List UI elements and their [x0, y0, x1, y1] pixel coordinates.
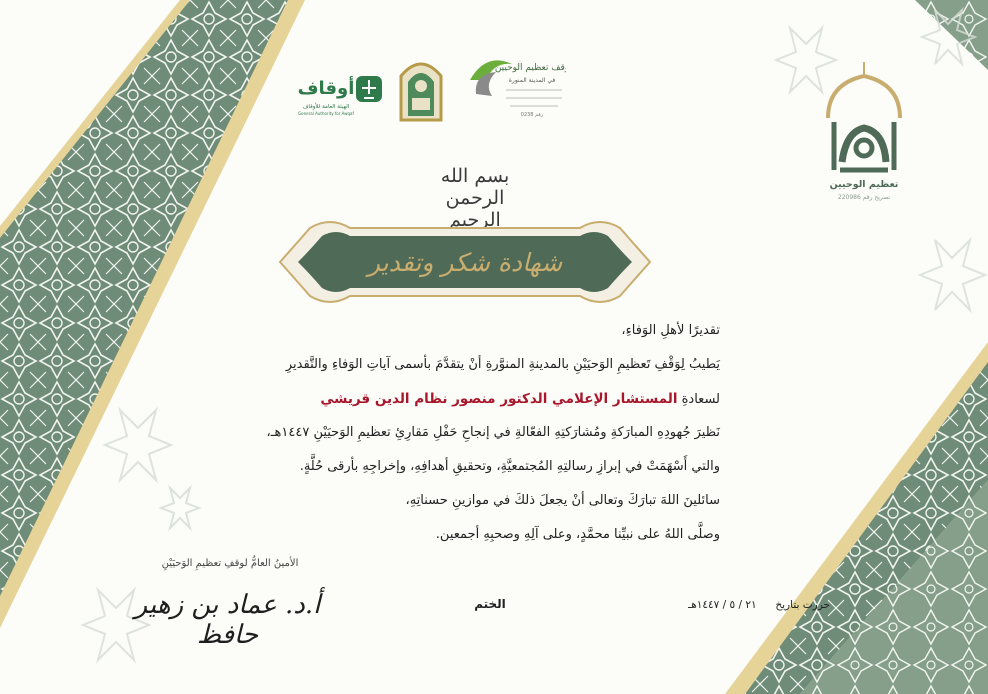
seal-label: الختم — [474, 597, 506, 611]
svg-text:وقف تعظيم الوحيين: وقف تعظيم الوحيين — [494, 63, 566, 73]
body-line-5: سائلينَ اللهَ تبارَكَ وتعالى أنْ يجعلَ ذلكَ في موازينِ حسناتِهِ، — [405, 493, 720, 508]
basmala-calligraphy: بسم الله الرحمن الرحيم — [440, 165, 510, 231]
svg-text:تصريح رقم 220986: تصريح رقم 220986 — [837, 194, 891, 201]
body-line-1: يَطيبُ لِوَقْفِ تَعظيمِ الوَحيَيْنِ بالمدينةِ المنوَّرةِ أنْ يتقدَّمَ بأسمى آياتِ الوَفاءِ والتَّقديرِ — [285, 357, 720, 372]
date-label: حررت بتاريخ — [775, 599, 830, 611]
signature: أ.د. عماد بن زهير حافظ — [134, 590, 321, 650]
recipient-name: المستشار الإعلامي الدكتور منصور نظام الدين قريشي — [320, 391, 678, 407]
ministry-logo — [396, 50, 446, 122]
mosque-emblem-icon — [396, 50, 446, 122]
greeting-line: تقديرًا لأهلِ الوَفاءِ، — [621, 323, 720, 338]
svg-text:General Authority for Awqaf: General Authority for Awqaf — [298, 111, 354, 116]
svg-text:مقرأة: مقرأة — [862, 158, 866, 159]
signature-block — [110, 588, 345, 650]
waqf-swirl-icon — [466, 50, 566, 126]
issue-date — [655, 599, 830, 611]
certificate-title: شهادة شكر وتقدير — [367, 248, 563, 277]
svg-text:في المدينة المنورة: في المدينة المنورة — [508, 77, 556, 84]
maqraa-brand-logo — [814, 58, 914, 208]
awqaf-logo — [296, 50, 388, 120]
partner-logos — [296, 50, 566, 128]
svg-text:تعظيم الوحيين: تعظيم الوحيين — [829, 179, 899, 190]
svg-text:أوقاف: أوقاف — [297, 78, 355, 99]
body-line-3: نَظيرَ جُهودِهِ المبارَكةِ ومُشارَكتِهِ الفعّالةِ في إنجاحِ حَفْلِ مَقارِئِ تعظيمِ الوَحيَيْنِ ١٤٤٧هـ، — [266, 425, 720, 440]
svg-text:رقم 0238: رقم 0238 — [520, 112, 544, 118]
signatory-title: الأمينُ العامُّ لوقفِ تعظيمِ الوَحيَيْنِ — [161, 558, 299, 569]
date-value: ٢١ / ٥ / ١٤٤٧هـ — [688, 599, 757, 611]
body-line-6: وصلَّى اللهُ على نبيِّنا محمَّدٍ، وعلى آلِهِ وصحبِهِ أجمعين. — [435, 527, 720, 542]
recipient-prefix: لسعادةِ — [681, 392, 720, 407]
waqf-tazeem-logo — [466, 50, 566, 126]
svg-text:الهيئة العامة للأوقاف: الهيئة العامة للأوقاف — [302, 104, 350, 110]
body-line-4: والتي أَسْهَمَتْ في إبرازِ رسالتِهِ المُجتمعيَّةِ، وتحقيقِ أهدافِهِ، وإخراجِهِ بأرقى حُلَّةٍ. — [299, 459, 720, 474]
certificate-body — [250, 314, 720, 552]
certificate-title-frame — [270, 214, 660, 310]
recipient-line — [250, 382, 720, 416]
awqaf-emblem-icon — [296, 50, 388, 120]
dome-calligraphy-icon — [814, 58, 914, 208]
